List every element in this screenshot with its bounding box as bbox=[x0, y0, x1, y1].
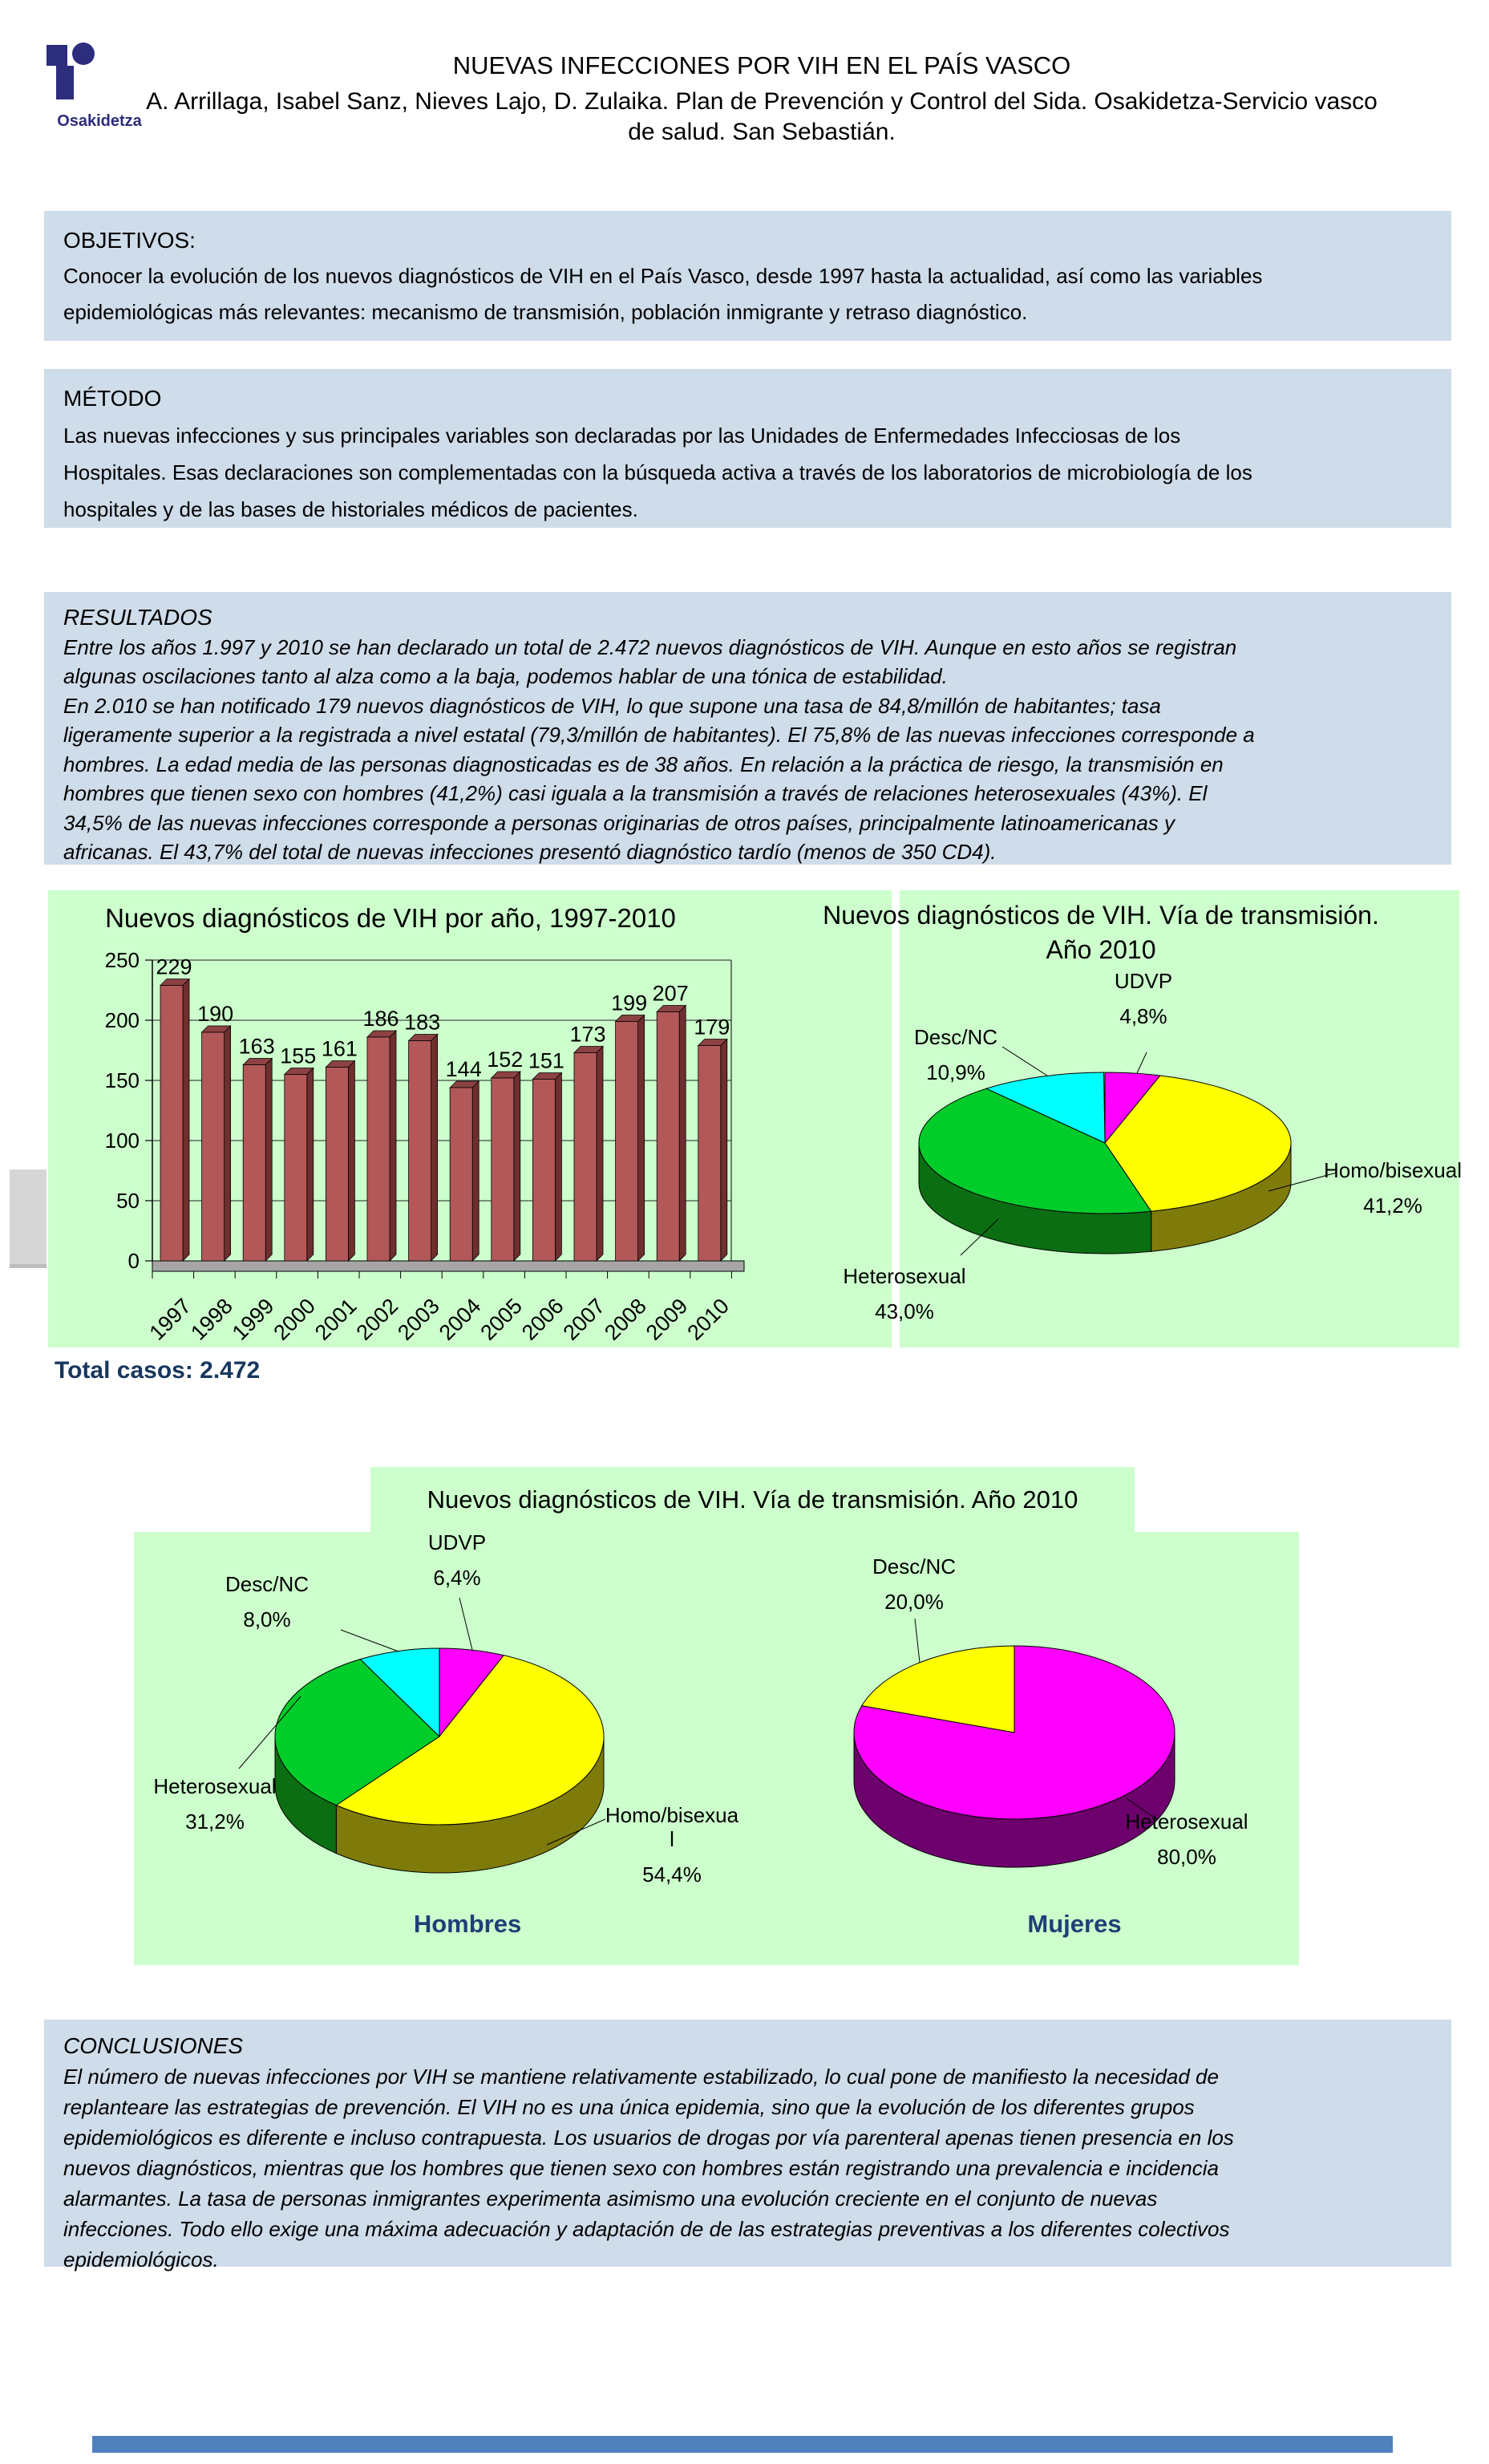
logo-cross-icon bbox=[47, 45, 67, 66]
svg-text:100: 100 bbox=[104, 1129, 140, 1153]
svg-text:0: 0 bbox=[127, 1249, 140, 1273]
svg-text:186: 186 bbox=[362, 1007, 399, 1031]
resultados-paragraph-1: Entre los años 1.997 y 2010 se han declarado un total de 2.472 nuevos diagnósticos de VIH. Aunque en esto años se registran algunas oscilaciones tanto al alza como a la baja, podemos hablar de una tónica de estabilidad. bbox=[63, 634, 1237, 688]
pie3-label-heterosexual: Heterosexual 80,0% bbox=[1125, 1810, 1248, 1869]
svg-text:152: 152 bbox=[487, 1048, 524, 1072]
svg-text:163: 163 bbox=[238, 1034, 275, 1059]
svg-text:1999: 1999 bbox=[227, 1294, 279, 1345]
pie2-label-homo-bisexual: Homo/bisexual 54,4% bbox=[605, 1803, 739, 1886]
svg-text:2000: 2000 bbox=[269, 1294, 321, 1345]
resultados-paragraph-2: En 2.010 se han notificado 179 nuevos diagnósticos de VIH, lo que supone una tasa de 84,8/millón de habitantes; tasa ligeramente superior a la registrada a nivel estatal (79,3/millón de habitantes). El 75,8% de las nuevas infecciones corresponde a hombres. La edad media de las personas diagnosticadas es de 38 años. En relación a la práctica de riesgo, la transmisión en hombres que tienen sexo con hombres (41,2%) casi iguala a la transmisión a través de relaciones heterosexuales (43%). El 34,5% de las nuevas infecciones corresponde a personas originarias de otros países, principalmente latinoamericanas y africanas. El 43,7% del total de nuevas infecciones presentó diagnóstico tardío (menos de 350 CD4). bbox=[63, 693, 1255, 864]
caption-hombres: Hombres bbox=[413, 1910, 522, 1938]
svg-text:161: 161 bbox=[321, 1036, 358, 1061]
svg-text:2009: 2009 bbox=[641, 1294, 693, 1345]
svg-text:155: 155 bbox=[280, 1044, 317, 1068]
svg-text:2006: 2006 bbox=[516, 1294, 568, 1345]
logo-wordmark: Osakidetza bbox=[57, 112, 142, 130]
pie1-label-heterosexual: Heterosexual 43,0% bbox=[843, 1264, 966, 1323]
svg-text:200: 200 bbox=[104, 1008, 140, 1032]
section-objetivos bbox=[44, 211, 1451, 341]
svg-text:173: 173 bbox=[569, 1022, 606, 1047]
pie-transmission-title-line2: Año 2010 bbox=[1046, 935, 1156, 964]
svg-text:2010: 2010 bbox=[682, 1294, 734, 1345]
pie1-label-homo-bisexual: Homo/bisexual 41,2% bbox=[1324, 1158, 1462, 1218]
metodo-body: Las nuevas infecciones y sus principales variables son declaradas por las Unidades de Enfermedades Infecciosas de los Hospitales. Esas declaraciones son complementadas con la búsqueda activa a través de los laboratorios de microbiología de los hospitales y de las bases de historiales médicos de pacientes. bbox=[63, 424, 1252, 521]
svg-text:2001: 2001 bbox=[310, 1294, 362, 1345]
bottom-section-title: Nuevos diagnósticos de VIH. Vía de transmisión. Año 2010 bbox=[427, 1485, 1078, 1514]
bar-chart bbox=[48, 890, 892, 1348]
svg-text:144: 144 bbox=[445, 1057, 482, 1081]
side-tab bbox=[10, 1169, 47, 1268]
logo-bar-icon bbox=[56, 66, 74, 99]
svg-text:151: 151 bbox=[528, 1048, 564, 1073]
pie3-label-desc-nc: Desc/NC 20,0% bbox=[872, 1554, 956, 1614]
svg-text:50: 50 bbox=[116, 1189, 140, 1213]
pie1-label-udvp: UDVP 4,8% bbox=[1114, 969, 1173, 1028]
objetivos-body: Conocer la evolución de los nuevos diagnósticos de VIH en el País Vasco, desde 1997 hasta la actualidad, así como las variables epidemiológicas más relevantes: mecanismo de transmisión, población inmigrante y retraso diagnóstico. bbox=[63, 264, 1263, 324]
metodo-heading: MÉTODO bbox=[63, 386, 162, 411]
svg-text:2004: 2004 bbox=[434, 1294, 486, 1345]
bar-chart-title: Nuevos diagnósticos de VIH por año, 1997-2010 bbox=[105, 903, 676, 933]
logo-circle-icon bbox=[72, 43, 95, 65]
objetivos-heading: OBJETIVOS: bbox=[63, 228, 196, 253]
svg-text:190: 190 bbox=[197, 1002, 234, 1026]
footer-bar bbox=[92, 2436, 1393, 2453]
svg-text:250: 250 bbox=[104, 948, 140, 972]
svg-text:199: 199 bbox=[611, 991, 648, 1015]
svg-text:150: 150 bbox=[104, 1068, 140, 1092]
conclusiones-body: El número de nuevas infecciones por VIH se mantiene relativamente estabilizado, lo cual pone de manifiesto la necesidad de replanteare las estrategias de prevención. El VIH no es una única epidemia, sino que la evolución de los diferentes grupos epidemiológicos es diferente e incluso contrapuesta. Los usuarios de drogas por vía parenteral apenas tienen presencia en los nuevos diagnósticos, mientras que los hombres que tienen sexo con hombres están registrando una prevalencia e incidencia alarmantes. La tasa de personas inmigrantes experimenta asimismo una evolución creciente en el conjunto de nuevas infecciones. Todo ello exige una máxima adecuación y adaptación de de las estrategias preventivas a los diferentes colectivos epidemiológicos. bbox=[63, 2065, 1234, 2272]
svg-text:2005: 2005 bbox=[475, 1294, 528, 1345]
total-cases-note: Total casos: 2.472 bbox=[55, 1357, 261, 1384]
svg-text:207: 207 bbox=[652, 981, 689, 1006]
section-metodo bbox=[44, 369, 1451, 528]
poster-title: NUEVAS INFECCIONES POR VIH EN EL PAÍS VASCO bbox=[452, 51, 1071, 79]
svg-text:229: 229 bbox=[156, 954, 192, 979]
section-conclusiones bbox=[44, 2020, 1451, 2272]
resultados-heading: RESULTADOS bbox=[63, 605, 212, 630]
pie1-label-desc-nc: Desc/NC 10,9% bbox=[913, 1025, 997, 1084]
header bbox=[144, 51, 1379, 148]
svg-text:179: 179 bbox=[694, 1015, 730, 1040]
poster-authors: A. Arrillaga, Isabel Sanz, Nieves Lajo, D. Zulaika. Plan de Prevención y Control del Sida. Osakidetza-Servicio vasco de salud. San Sebastián. bbox=[146, 88, 1378, 145]
pie-transmission-title-line1: Nuevos diagnósticos de VIH. Vía de transmisión. bbox=[823, 901, 1379, 930]
section-resultados bbox=[44, 592, 1451, 865]
svg-text:183: 183 bbox=[404, 1010, 441, 1035]
caption-mujeres: Mujeres bbox=[1027, 1910, 1122, 1938]
svg-text:2007: 2007 bbox=[558, 1294, 610, 1345]
pie2-label-udvp: UDVP 6,4% bbox=[427, 1530, 487, 1590]
pie2-label-heterosexual: Heterosexual 31,2% bbox=[153, 1774, 277, 1834]
pie2-label-desc-nc: Desc/NC 8,0% bbox=[225, 1572, 309, 1631]
svg-text:1997: 1997 bbox=[144, 1294, 196, 1345]
svg-text:2002: 2002 bbox=[351, 1294, 403, 1345]
svg-text:1998: 1998 bbox=[186, 1294, 237, 1345]
conclusiones-heading: CONCLUSIONES bbox=[63, 2033, 244, 2058]
svg-text:2003: 2003 bbox=[393, 1294, 444, 1345]
svg-text:2008: 2008 bbox=[600, 1294, 651, 1345]
